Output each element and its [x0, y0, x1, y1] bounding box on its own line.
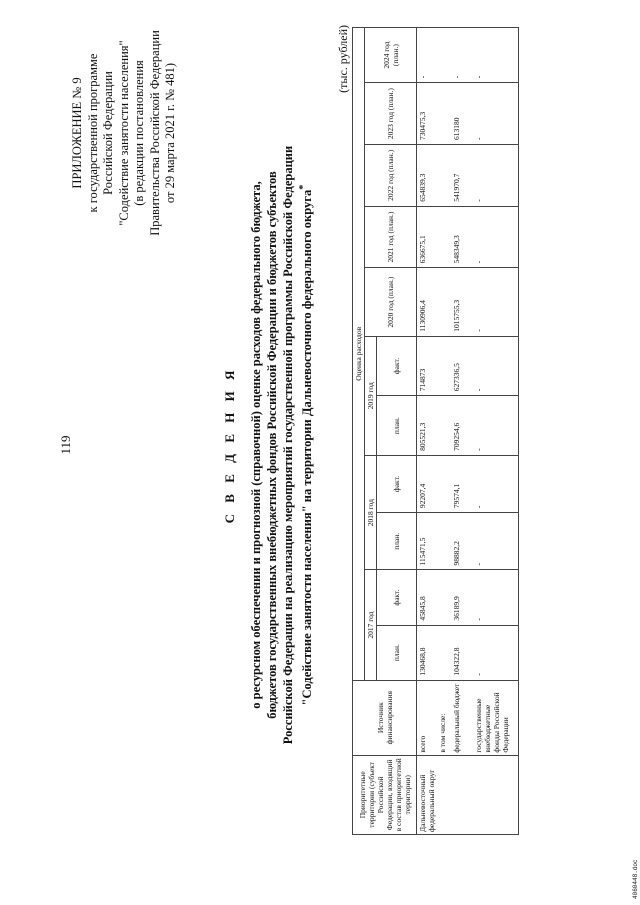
value-cell: 92207,4: [417, 455, 437, 512]
value-cell: 79574,1: [451, 455, 473, 512]
value-cell: -: [473, 570, 519, 625]
value-cell: -: [473, 396, 519, 456]
subtitle-line: о ресурсном обеспечении и прогнозной (справочной) оценке расходов федерального бюджета,: [249, 181, 263, 709]
document-title: С В Е Д Е Н И Я: [222, 366, 237, 524]
header-plan: план.: [377, 513, 417, 570]
appendix-line: (в редакции постановления: [132, 60, 146, 206]
header-year-2019: 2019 год: [365, 336, 377, 455]
value-cell: -: [473, 206, 519, 268]
value-cell: 45845,8: [417, 570, 437, 625]
appendix-line: ПРИЛОЖЕНИЕ № 9: [70, 77, 84, 189]
value-cell: 115471,5: [417, 513, 437, 570]
source-cell: федеральный бюджет: [451, 680, 473, 755]
value-cell: 613180: [451, 83, 473, 145]
value-cell: 805521,3: [417, 396, 437, 456]
value-cell: 730475,3: [417, 83, 437, 145]
header-fact: факт.: [377, 570, 417, 625]
value-cell: 714873: [417, 336, 437, 396]
appendix-block: [70, 23, 179, 243]
source-cell: государственные внебюджетные фонды Российской Федерации: [473, 680, 519, 755]
document-subtitle: [248, 65, 315, 825]
value-cell: 548349,3: [451, 206, 473, 268]
value-cell: -: [473, 28, 519, 83]
value-cell: [437, 455, 451, 512]
value-cell: 654839,3: [417, 144, 437, 206]
header-fact: факт.: [377, 455, 417, 512]
header-year-2018: 2018 год: [365, 455, 377, 570]
header-plan: план.: [377, 625, 417, 680]
header-year-2017: 2017 год: [365, 570, 377, 680]
value-cell: [437, 513, 451, 570]
territory-cell: Дальневосточный федеральный округ: [417, 755, 519, 834]
page-number: 119: [58, 435, 73, 455]
value-cell: [437, 336, 451, 396]
header-year-2021: 2021 год (план.): [365, 206, 417, 268]
value-cell: 627336,5: [451, 336, 473, 396]
value-cell: 98882,2: [451, 513, 473, 570]
header-year-2023: 2023 год (план.): [365, 83, 417, 145]
appendix-line: Правительства Российской Федерации: [147, 30, 162, 236]
value-cell: [437, 625, 451, 680]
document-id: 4060448.doc: [632, 859, 639, 899]
subtitle-line: "Содействие занятости населения" на территории Дальневосточного федерального округа*: [298, 184, 315, 706]
appendix-line: Российской Федерации: [101, 71, 115, 195]
appendix-line: "Содействие занятости населения": [116, 40, 131, 226]
value-cell: [437, 83, 451, 145]
value-cell: 1015755,3: [451, 268, 473, 336]
value-cell: 1130906,4: [417, 268, 437, 336]
value-cell: -: [451, 28, 473, 83]
header-year-2020: 2020 год (план.): [365, 268, 417, 336]
value-cell: -: [473, 513, 519, 570]
value-cell: 541970,7: [451, 144, 473, 206]
value-cell: 130468,8: [417, 625, 437, 680]
header-plan: план.: [377, 396, 417, 456]
value-cell: -: [473, 455, 519, 512]
units-label: (тыс. рублей): [336, 25, 350, 93]
value-cell: 709254,6: [451, 396, 473, 456]
value-cell: -: [473, 144, 519, 206]
value-cell: -: [417, 28, 437, 83]
footnote-mark: *: [298, 184, 309, 190]
source-cell: всего: [417, 680, 437, 755]
appendix-line: к государственной программе: [85, 53, 100, 213]
value-cell: [437, 28, 451, 83]
value-cell: 36189,9: [451, 570, 473, 625]
source-cell: в том числе:: [437, 680, 451, 755]
subtitle-line: бюджетов государственных внебюджетных фондов Российской Федерации и бюджетов субъектов: [265, 171, 279, 719]
value-cell: [437, 206, 451, 268]
header-estimate: Оценка расходов: [353, 28, 365, 681]
header-source: Источник финансирования: [353, 680, 417, 755]
header-year-2024: 2024 год (план.): [365, 28, 417, 83]
value-cell: -: [473, 268, 519, 336]
value-cell: -: [473, 625, 519, 680]
funding-table: [352, 27, 519, 835]
header-year-2022: 2022 год (план.): [365, 144, 417, 206]
appendix-line: от 29 марта 2021 г. № 481): [163, 62, 177, 204]
value-cell: [437, 144, 451, 206]
header-fact: факт.: [377, 336, 417, 396]
value-cell: -: [473, 336, 519, 396]
value-cell: 104322,8: [451, 625, 473, 680]
value-cell: [437, 570, 451, 625]
value-cell: -: [473, 83, 519, 145]
value-cell: [437, 268, 451, 336]
header-territory: Приоритетные территории (субъект Российской Федерации, входящий в состав приоритетной территории): [353, 755, 417, 834]
value-cell: 636675,1: [417, 206, 437, 268]
value-cell: [437, 396, 451, 456]
subtitle-line: Российской Федерации на реализацию мероприятий государственной программы Российской Федерации: [281, 145, 295, 745]
